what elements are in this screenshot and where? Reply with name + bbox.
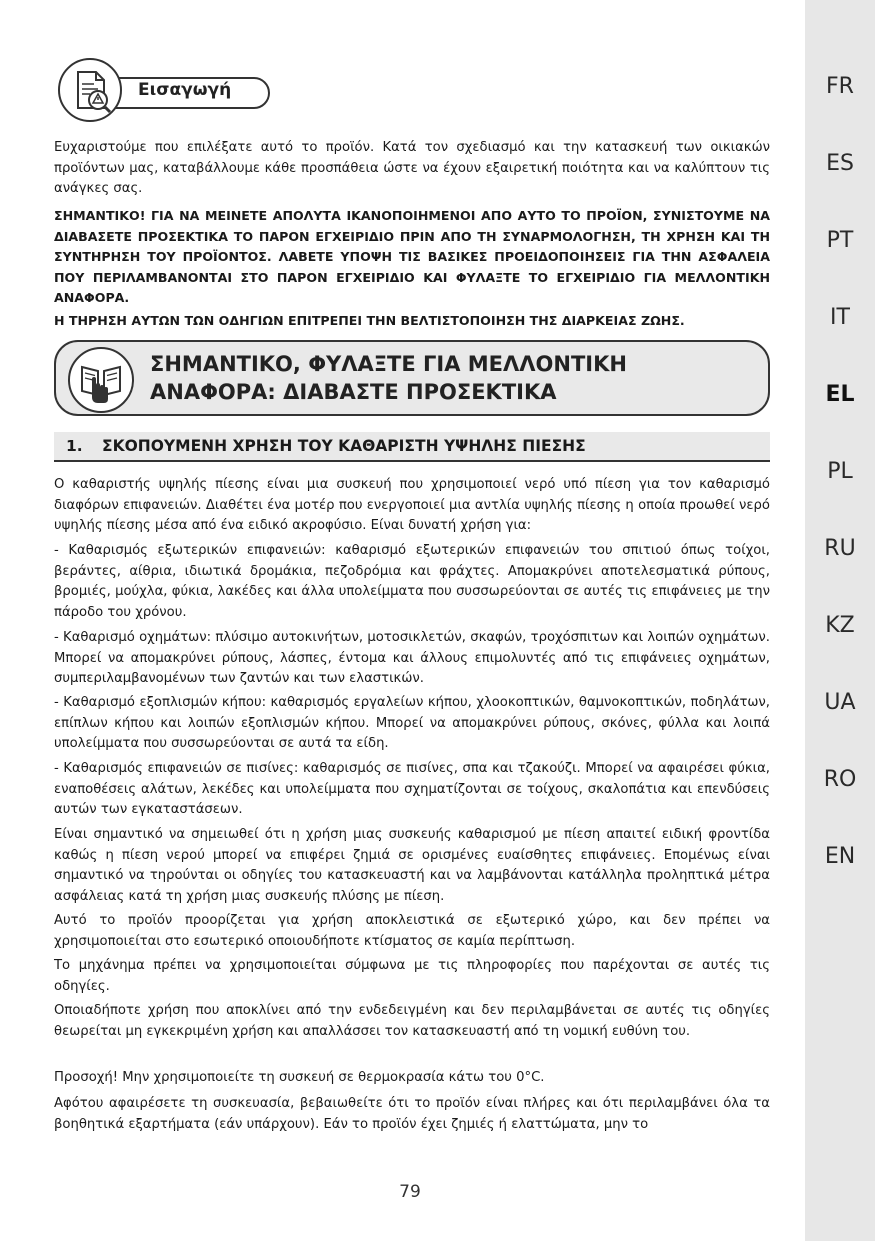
language-sidebar [805,0,875,1241]
language-tab-pl[interactable]: PL [827,459,853,484]
language-tab-es[interactable]: ES [826,151,854,176]
section-paragraph: Είναι σημαντικό να σημειωθεί ότι η χρήση μιας συσκευής καθαρισμού με πίεση απαιτεί ειδική φροντίδα καθώς η πίεση νερού μπορεί να επιφέρει ζημιά σε ορισμένες ευαίσθητες επιφάνειες. Επομένως είναι σημαντικό να τηρούνται οι οδηγίες του κατασκευαστή και να λαμβάνονται κατάλληλα προληπτικά μέτρα ασφάλειας κατά τη χρήση μιας συσκευής πλύσης με πίεση. [54,827,770,904]
intro-paragraph-lifetime: Η ΤΗΡΗΣΗ ΑΥΤΩΝ ΤΩΝ ΟΔΗΓΙΩΝ ΕΠΙΤΡΕΠΕΙ ΤΗΝ ΒΕΛΤΙΣΤΟΠΟΙΗΣΗ ΤΗΣ ΔΙΑΡΚΕΙΑΣ ΖΩΗΣ. [54,313,685,328]
language-tab-en[interactable]: EN [824,844,856,869]
important-banner-line-2: ΑΝΑΦΟΡΑ: ΔΙΑΒΑΣΤΕ ΠΡΟΣΕΚΤΙΚΑ [150,380,557,404]
section-paragraph: - Καθαρισμός επιφανειών σε πισίνες: καθαρισμός σε πισίνες, σπα και τζακούζι. Μπορεί να αφαιρέσει φύκια, εναποθέσεις αλάτων, λεκέδες και υπολείμματα που σχηματίζονται σε τοίχους, σκαλοπάτια και επενδύσεις αυτών των εγκαταστάσεων. [54,761,770,817]
language-tab-ru[interactable]: RU [824,536,856,561]
intro-paragraph-thanks: Ευχαριστούμε που επιλέξατε αυτό το προϊόν. Κατά τον σχεδιασμό και την κατασκευή των οικιακών προϊόντων μας, καταβάλλουμε κάθε προσπάθεια ώστε να έχουν εξαιρετική ποιότητα και να καλύπτουν τις ανάγκες σας. [54,140,770,196]
language-tab-ua[interactable]: UA [824,690,856,715]
intro-paragraph-important: ΣΗΜΑΝΤΙΚΟ! ΓΙΑ ΝΑ ΜΕΙΝΕΤΕ ΑΠΟΛΥΤΑ ΙΚΑΝΟΠΟΙΗΜΕΝΟΙ ΑΠΟ ΑΥΤΟ ΤΟ ΠΡΟΪΟΝ, ΣΥΝΙΣΤΟΥΜΕ ΝΑ ΔΙΑΒΑΣΕΤΕ ΠΡΟΣΕΚΤΙΚΑ ΤΟ ΠΑΡΟΝ ΕΓΧΕΙΡΙΔΙΟ ΠΡΙΝ ΑΠΟ ΤΗ ΣΥΝΑΡΜΟΛΟΓΗΣΗ, ΤΗ ΧΡΗΣΗ ΚΑΙ ΤΗ ΣΥΝΤΗΡΗΣΗ ΤΟΥ ΠΡΟΪΟΝΤΟΣ. ΛΑΒΕΤΕ ΥΠΟΨΗ ΤΙΣ ΒΑΣΙΚΕΣ ΠΡΟΕΙΔΟΠΟΙΗΣΕΙΣ ΓΙΑ ΤΗΝ ΑΣΦΑΛΕΙΑ ΠΟΥ ΠΕΡΙΛΑΜΒΑΝΟΝΤΑΙ ΣΤΟ ΠΑΡΟΝ ΕΓΧΕΙΡΙΔΙΟ ΚΑΙ ΦΥΛΑΞΤΕ ΤΟ ΕΓΧΕΙΡΙΔΙΟ ΓΙΑ ΜΕΛΛΟΝΤΙΚΗ ΑΝΑΦΟΡΑ. [54,208,770,305]
section-paragraph: Οποιαδήποτε χρήση που αποκλίνει από την ενδεδειγμένη και δεν περιλαμβάνεται σε αυτές τις οδηγίες θεωρείται μη εγκεκριμένη χρήση και απαλλάσσει τον κατασκευαστή από τη νομική ευθύνη του. [54,1003,770,1039]
page-number: 79 [399,1182,421,1202]
intro-title: Εισαγωγή [138,80,232,100]
document-warning-icon [58,58,122,122]
section-number: 1. [66,437,83,455]
important-banner-line-1: ΣΗΜΑΝΤΙΚΟ, ΦΥΛΑΞΤΕ ΓΙΑ ΜΕΛΛΟΝΤΙΚΗ [150,352,627,376]
language-tab-pt[interactable]: PT [826,228,854,253]
important-banner-text [150,350,710,406]
section-paragraph: Ο καθαριστής υψηλής πίεσης είναι μια συσκευή που χρησιμοποιεί νερό υπό πίεση για τον καθαρισμό διαφόρων επιφανειών. Διαθέτει ένα μοτέρ που ενεργοποιεί μια αντλία υψηλής πίεσης η οποία προωθεί νερό υψηλής πίεσης μέσα από ένα ειδικό ακροφύσιο. Είναι δυνατή χρήση για: [54,477,770,533]
language-tab-fr[interactable]: FR [826,74,854,99]
language-tab-kz[interactable]: KZ [825,613,855,638]
section-paragraph: - Καθαρισμός εξωτερικών επιφανειών: καθαρισμό εξωτερικών επιφανειών του σπιτιού όπως τοίχοι, βεράντες, αίθρια, ιδιωτικά δρομάκια, πεζοδρόμια και φράχτες. Απομακρύνει αποτελεσματικά ρύπους, βρομιές, μούχλα, φύκια, λακέδες και άλλα υπολείμματα που συσσωρεύονται σε αυτές τις επιφάνειες με την πάροδο του χρόνου. [54,543,770,620]
section-paragraph: - Καθαρισμό εξοπλισμών κήπου: καθαρισμός εργαλείων κήπου, χλοοκοπτικών, θαμνοκοπτικών, ποδηλάτων, επίπλων κήπου και λοιπών εξοπλισμών κήπου. Μπορεί να απομακρύνει ρύπους, σκόνες, φύλλα και λοιπά υπολείμματα που συσσωρεύονται σε αυτά τα είδη. [54,695,770,751]
section-paragraph: Το μηχάνημα πρέπει να χρησιμοποιείται σύμφωνα με τις πληροφορίες που παρέχονται σε αυτές τις οδηγίες. [54,958,770,994]
section-paragraph: - Καθαρισμό οχημάτων: πλύσιμο αυτοκινήτων, μοτοσικλετών, σκαφών, τροχόσπιτων και λοιπών οχημάτων. Μπορεί να απομακρύνει ρύπους, λάσπες, έντομα και άλλους επιμολυντές από τις επιφάνειες οχημάτων, συμπεριλαμβανομένων των ζαντών και των ελαστικών. [54,630,770,686]
section-paragraph: Αυτό το προϊόν προορίζεται για χρήση αποκλειστικά σε εξωτερικό χώρο, και δεν πρέπει να χρησιμοποιείται στο εσωτερικό οποιουδήποτε κτίσματος σε καμία περίπτωση. [54,913,770,949]
language-tab-el[interactable]: EL [825,382,855,407]
section-title: ΣΚΟΠΟΥΜΕΝΗ ΧΡΗΣΗ ΤΟΥ ΚΑΘΑΡΙΣΤΗ ΥΨΗΛΗΣ ΠΙΕΣΗΣ [102,437,586,455]
section-paragraph: Προσοχή! Μην χρησιμοποιείτε τη συσκευή σε θερμοκρασία κάτω του 0°C. [54,1070,545,1085]
section-paragraph: Αφότου αφαιρέσετε τη συσκευασία, βεβαιωθείτε ότι το προϊόν είναι πλήρες και ότι περιλαμβάνει όλα τα βοηθητικά εξαρτήματα (εάν υπάρχουν). Εάν το προϊόν έχει ζημιές ή ελαττώματα, μην το [54,1096,770,1132]
language-tab-ro[interactable]: RO [823,767,857,792]
reading-manual-icon [68,347,134,413]
language-tab-it[interactable]: IT [830,305,850,330]
